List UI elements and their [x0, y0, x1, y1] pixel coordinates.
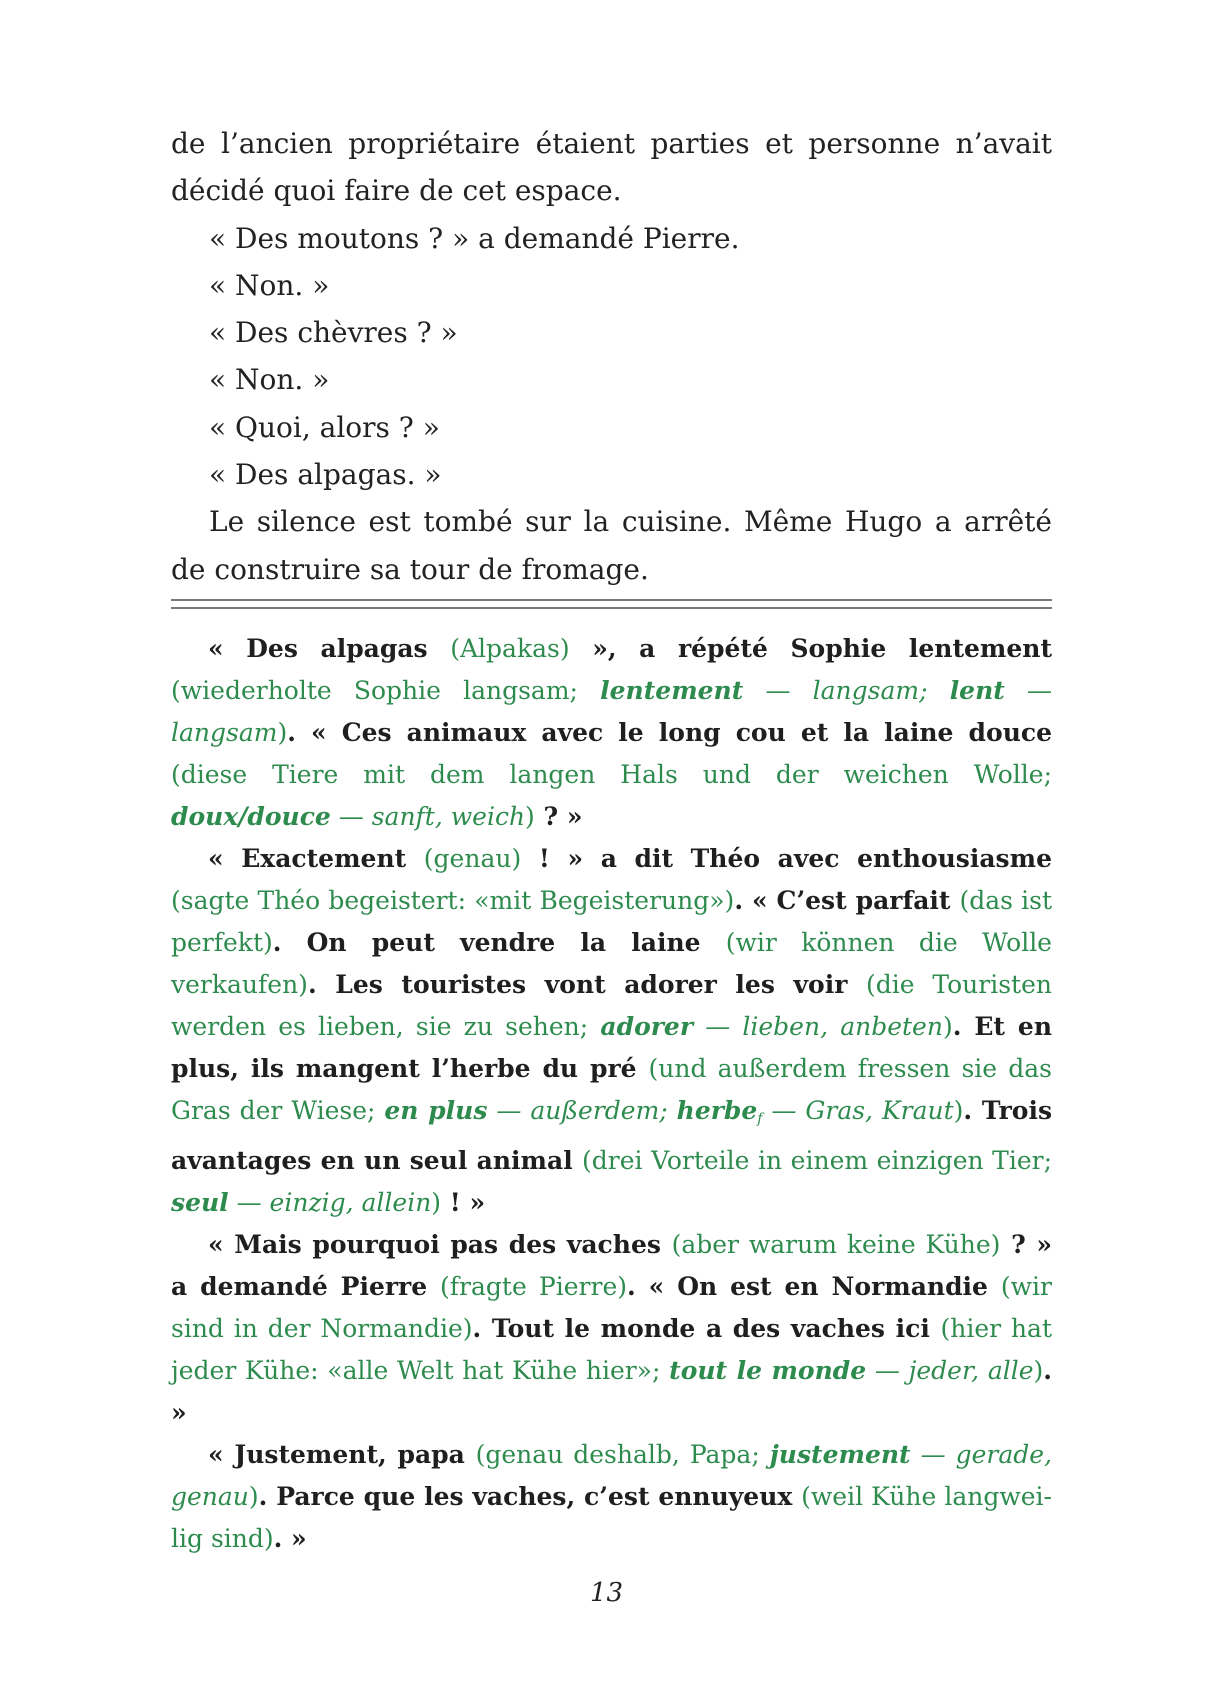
german-gloss: (drei Vorteile in einem einzigen Tier; — [582, 1146, 1052, 1175]
annotated-paragraph — [171, 838, 1052, 1224]
german-gloss: (und außerdem fressen sie das Gras der Wiese; — [171, 1054, 1052, 1125]
story-text — [171, 120, 1052, 593]
german-gloss: ) — [953, 1096, 964, 1125]
german-gloss: (genau deshalb, Papa; — [475, 1440, 770, 1469]
story-paragraph: Le silence est tombé sur la cuisine. Même Hugo a arrêté de construire sa tour de fromage. — [171, 505, 1052, 586]
german-gloss: ) — [431, 1188, 442, 1217]
german-gloss: (wiederholte Sophie langsam; — [171, 676, 601, 705]
german-gloss: (wir sind in der Normandie) — [171, 1272, 1052, 1343]
german-gloss: (weil Kühe langweilig sind) — [171, 1482, 1052, 1553]
german-gloss: (diese Tiere mit dem langen Hals und der weichen Wolle; — [171, 760, 1052, 789]
vocab-keyword: adorer — [600, 1012, 693, 1041]
vocab-keyword: tout le monde — [669, 1356, 867, 1385]
dialogue-line: « Des moutons ? » a demandé Pierre. — [209, 221, 740, 255]
vocab-keyword: justement — [769, 1440, 911, 1469]
french-text: . On peut vendre la laine — [272, 928, 726, 957]
german-gloss: ) — [525, 802, 535, 831]
french-text: ? » — [534, 802, 583, 831]
vocab-keyword: lent — [949, 676, 1005, 705]
french-text: . » — [273, 1524, 307, 1553]
german-gloss: ) — [248, 1482, 259, 1511]
german-gloss: ) — [1033, 1356, 1044, 1385]
dialogue-line: « Quoi, alors ? » — [209, 410, 440, 444]
french-text: « Exactement — [208, 844, 424, 873]
german-gloss: (fragte Pierre) — [440, 1272, 627, 1301]
french-text: « Mais pourquoi pas des vaches — [208, 1230, 672, 1259]
section-divider — [171, 599, 1052, 609]
french-text: », a répété Sophie lentement — [569, 634, 1052, 663]
vocab-translation: — lieben, anbeten — [693, 1012, 943, 1041]
german-gloss: (wir können die Wolle verkaufen) — [171, 928, 1052, 999]
vocab-translation: — einzig, allein — [228, 1188, 432, 1217]
dialogue-line: « Non. » — [209, 363, 330, 397]
vocab-translation: — sanft, weich — [330, 802, 526, 831]
french-text: ! » — [441, 1188, 486, 1217]
dialogue-line: « Des alpagas. » — [209, 458, 442, 492]
french-text: « Justement, papa — [208, 1440, 476, 1469]
french-text: . Tout le monde a des vaches ici — [472, 1314, 941, 1343]
german-gloss: ) — [942, 1012, 953, 1041]
german-gloss: (sagte Théo begeistert: «mit Begeisterung») — [171, 886, 735, 915]
french-text: ? » a demandé Pierre — [171, 1230, 1052, 1301]
german-gloss: (genau) — [423, 844, 522, 873]
vocab-keyword: seul — [171, 1188, 229, 1217]
french-text: . « On est en Normandie — [627, 1272, 1001, 1301]
french-text: . Parce que les vaches, c’est ennuyeux — [258, 1482, 802, 1511]
vocab-translation: — jeder, alle — [866, 1356, 1034, 1385]
vocab-translation: — außerdem; — [487, 1096, 677, 1125]
page-number: 13 — [589, 1578, 624, 1608]
vocab-keyword: herbe — [676, 1096, 758, 1125]
french-text: ! » a dit Théo avec enthousiasme — [521, 844, 1052, 873]
german-gloss: (aber warum keine Kühe) — [671, 1230, 1001, 1259]
german-gloss: (Alpakas) — [450, 634, 570, 663]
vocab-translation: — langsam; — [743, 676, 950, 705]
annotated-paragraph — [171, 628, 1052, 838]
gender-marker: f — [757, 1111, 763, 1127]
vocab-keyword: en plus — [384, 1096, 488, 1125]
german-gloss: (das ist perfekt) — [171, 886, 1052, 957]
vocab-translation: — gerade, genau — [171, 1440, 1052, 1511]
annotated-paragraph — [171, 1434, 1052, 1560]
french-text: . » — [171, 1356, 1052, 1427]
french-text: . Trois avantages en un seul animal — [171, 1096, 1053, 1175]
french-text: . « Ces animaux avec le long cou et la laine douce — [287, 718, 1052, 747]
german-gloss: ) — [277, 718, 288, 747]
vocab-keyword: doux/douce — [171, 802, 331, 831]
french-text: . Les touristes vont adorer les voir — [307, 970, 866, 999]
german-gloss: (hier hat jeder Kühe: «alle Welt hat Kühe hier»; — [171, 1314, 1052, 1385]
vocab-translation: — Gras, Kraut — [762, 1096, 954, 1125]
french-text: . Et en plus, ils mangent l’herbe du pré — [171, 1012, 1053, 1083]
german-gloss: (die Touristen werden es lieben, sie zu sehen; — [171, 970, 1053, 1041]
dialogue-line: « Des chèvres ? » — [209, 316, 458, 350]
story-paragraph: de l’ancien propriétaire étaient parties et personne n’avait décidé quoi faire de cet espace. — [171, 127, 1052, 208]
vocab-translation: — langsam — [171, 676, 1053, 747]
vocab-keyword: lentement — [600, 676, 744, 705]
french-text: « Des alpagas — [208, 634, 451, 663]
french-text: . « C’est parfait — [734, 886, 960, 915]
annotated-paragraph — [171, 1224, 1052, 1434]
dialogue-line: « Non. » — [209, 268, 330, 302]
annotated-text — [171, 628, 1052, 1560]
